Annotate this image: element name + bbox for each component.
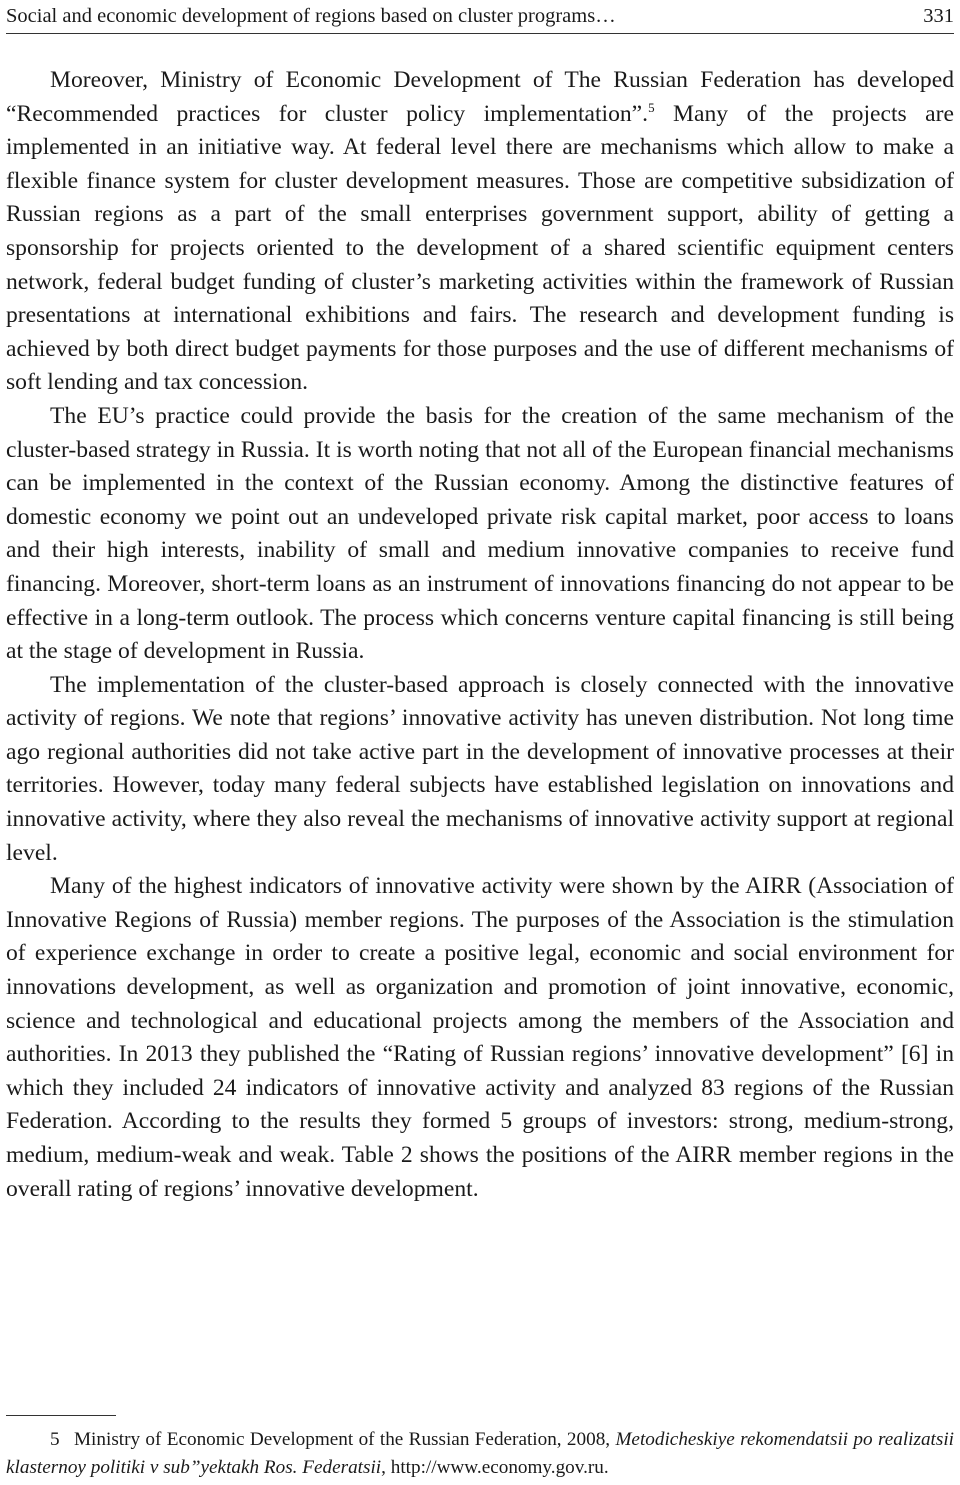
footnote-divider	[6, 1415, 116, 1416]
paragraph-1-text-a: Moreover, Ministry of Economic Development of The Russian Federation has developed “Recommended practices for cluster policy implementation”.	[6, 67, 954, 127]
paragraph-1-text-b: Many of the projects are implemented in an initiative way. At federal level there are mechanisms which allow to make a flexible finance system for cluster development measures. Those are competitive subsidization of Russian regions as a part of the small enterprises government support, ability of getting a sponsorship for projects oriented to the development of a shared scientific equipment centers network, federal budget funding of cluster’s marketing activities within the framework of Russian presentations at international exhibitions and fairs. The research and development funding is achieved by both direct budget payments for those purposes and the use of different mechanisms of soft lending and tax concession.	[6, 100, 954, 396]
footnote-number: 5	[50, 1429, 60, 1450]
footnote-text-a: Ministry of Economic Development of the Russian Federation, 2008,	[74, 1429, 616, 1450]
paragraph-2: The EU’s practice could provide the basis for the creation of the same mechanism of the cluster-based strategy in Russia. It is worth noting that not all of the European financial mechanisms can be implemented in the context of the Russian economy. Among the distinctive features of domestic economy we point out an undeveloped private risk capital market, poor access to loans and their high interests, inability of small and medium innovative companies to receive fund financing. Moreover, short-term loans as an instrument of innovations financing do not appear to be effective in a long-term outlook. The process which concerns venture capital financing is still being at the stage of development in Russia.	[6, 402, 954, 665]
paragraph-1	[6, 64, 954, 400]
running-title: Social and economic development of regions based on cluster programs…	[6, 5, 616, 27]
body-text	[6, 64, 954, 1206]
page-number: 331	[923, 5, 954, 27]
footnote-text-b: , http://www.economy.gov.ru.	[381, 1457, 609, 1478]
paragraph-3: The implementation of the cluster-based approach is closely connected with the innovative activity of regions. We note that regions’ innovative activity has uneven distribution. Not long time ago regional authorities did not take active part in the development of innovative processes at their territories. However, today many federal subjects have established legislation on innovations and innovative activity, where they also reveal the mechanisms of innovative activity support at regional level.	[6, 671, 954, 866]
running-header	[6, 0, 954, 34]
footnote	[6, 1426, 954, 1482]
paragraph-4: Many of the highest indicators of innovative activity were shown by the AIRR (Association of Innovative Regions of Russia) member regions. The purposes of the Association is the stimulation of experience exchange in order to create a positive legal, economic and social environment for innovations development, as well as organization and promotion of joint innovative, economic, science and technological and educational projects among the members of the Association and authorities. In 2013 they published the “Rating of Russian regions’ innovative development” [6] in which they included 24 indicators of innovative activity and analyzed 83 regions of the Russian Federation. According to the results they formed 5 groups of investors: strong, medium-strong, medium, medium-weak and weak. Table 2 shows the positions of the AIRR member regions in the overall rating of regions’ innovative development.	[6, 873, 954, 1202]
footnote-title-italic: Metodicheskiye rekomendatsii po realizatsii klasternoy politiki v sub”yektakh Ros. Federatsii	[6, 1429, 955, 1478]
footnote-reference[interactable]: 5	[648, 99, 655, 115]
